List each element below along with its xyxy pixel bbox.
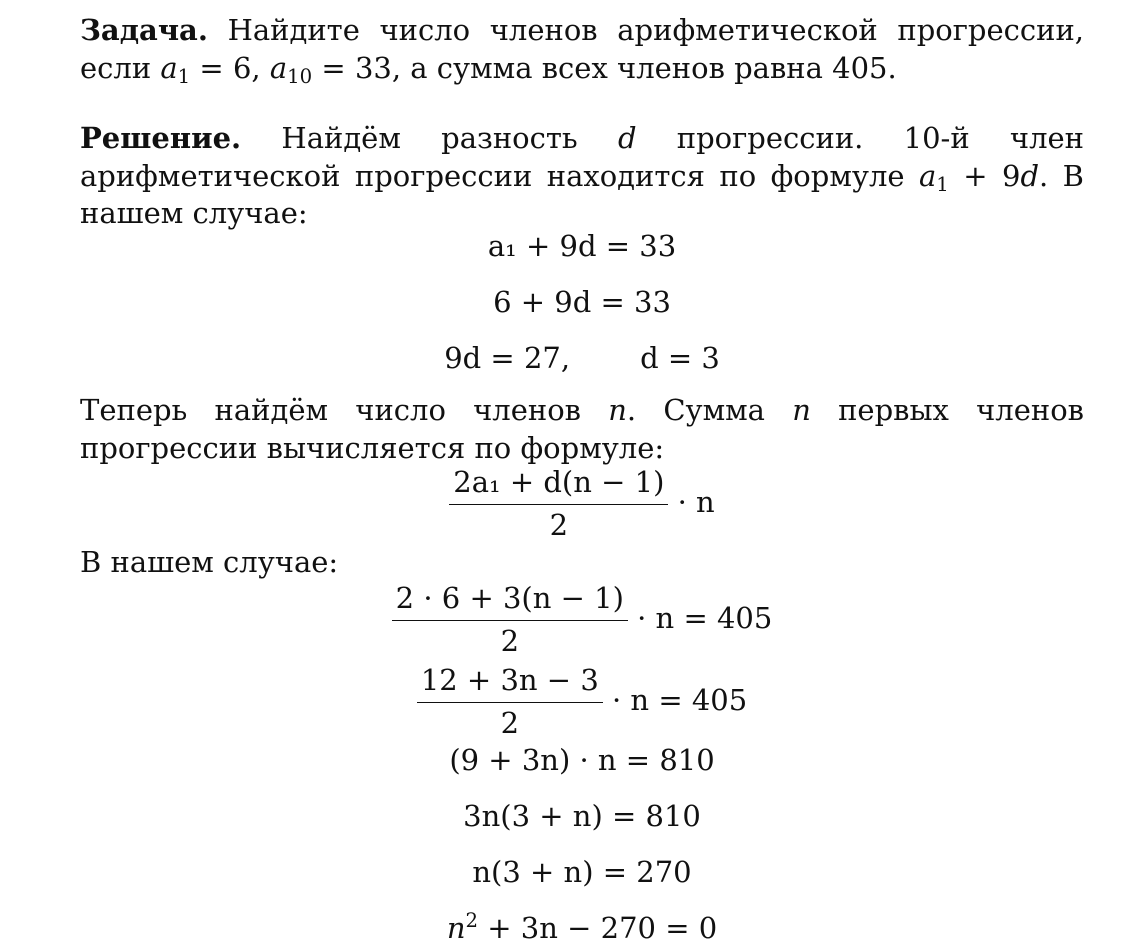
step-2-numerator: 12 + 3n − 3 [417, 662, 603, 703]
solution-formula-subscript: 1 [936, 172, 949, 196]
step-2-denominator: 2 [500, 705, 520, 740]
equation-d-1-rhs: = 33 [596, 229, 677, 263]
task-text-2: = 6, [190, 50, 270, 85]
equation-d-3 [80, 340, 1084, 378]
task-text-1: Найдите число членов арифметической прогрессии, если [80, 13, 1084, 85]
equation-d-2 [80, 284, 1084, 322]
quadratic-exponent: 2 [465, 909, 479, 933]
equation-d-1 [80, 228, 1084, 266]
task-text-3: = 33, а сумма всех членов равна 405. [312, 50, 897, 85]
step-2-fraction [417, 662, 603, 742]
quadratic-equation [80, 910, 1084, 948]
equation-d-2-rhs: = 33 [591, 285, 671, 319]
quadratic-rest: + 3n − 270 = 0 [478, 911, 718, 945]
then-paragraph [80, 392, 1084, 467]
solution-formula-d: d [1020, 158, 1040, 193]
task-paragraph [80, 12, 1084, 87]
step-1-numerator: 2 · 6 + 3(n − 1) [392, 580, 628, 621]
task-a10-symbol: a [269, 50, 288, 85]
solution-d-symbol: d [617, 121, 637, 155]
then-text-1: Теперь найдём число членов [80, 393, 609, 427]
solution-formula-a: a [918, 158, 937, 193]
step-2-tail: · n = 405 [602, 683, 748, 718]
then-text-3: первых членов прогрессии вычисляется по формуле: [80, 393, 1084, 465]
equation-d-2-lhs: 6 + 9d [493, 285, 592, 319]
quadratic-n: n [446, 911, 466, 945]
equation-d-3-part2: d = 3 [640, 341, 720, 375]
solution-formula-rest: + 9 [948, 158, 1021, 193]
step-2 [80, 662, 1084, 742]
task-a10-subscript: 10 [287, 64, 313, 88]
equation-d-3-part1: 9d = 27, [444, 341, 571, 375]
equation-d-1-lhs: a₁ + 9d [487, 229, 597, 263]
sum-formula-tail: · n [668, 485, 715, 520]
solution-text-1: Найдём разность [241, 121, 618, 155]
equation-line-2: 3n(3 + n) = 810 [463, 799, 701, 833]
task-a1-symbol: a [160, 50, 178, 85]
solution-text-3: . В нашем случае: [80, 158, 1084, 231]
sum-formula-fraction [449, 464, 668, 544]
solution-text-2: прогрессии. 10-й член арифметической прогрессии находится по формуле [80, 121, 1085, 193]
equation-line-1: (9 + 3n) · n = 810 [449, 743, 715, 777]
then-text-2: . Сумма [626, 393, 793, 427]
solution-paragraph [80, 120, 1084, 233]
step-1-tail: · n = 405 [627, 601, 773, 636]
equation-line-3: n(3 + n) = 270 [472, 855, 692, 889]
task-a1-subscript: 1 [177, 64, 191, 88]
solution-label: Решение. [80, 121, 242, 155]
then-n-symbol-2: n [792, 393, 811, 427]
sum-formula-denominator: 2 [549, 507, 569, 542]
sum-formula-numerator: 2a₁ + d(n − 1) [449, 464, 668, 505]
then-n-symbol: n [608, 393, 627, 427]
step-1 [80, 580, 1084, 660]
case-label: В нашем случае: [80, 545, 339, 579]
task-label: Задача. [80, 13, 208, 47]
sum-formula [80, 464, 1084, 544]
step-1-fraction [392, 580, 628, 660]
step-1-denominator: 2 [500, 623, 520, 658]
